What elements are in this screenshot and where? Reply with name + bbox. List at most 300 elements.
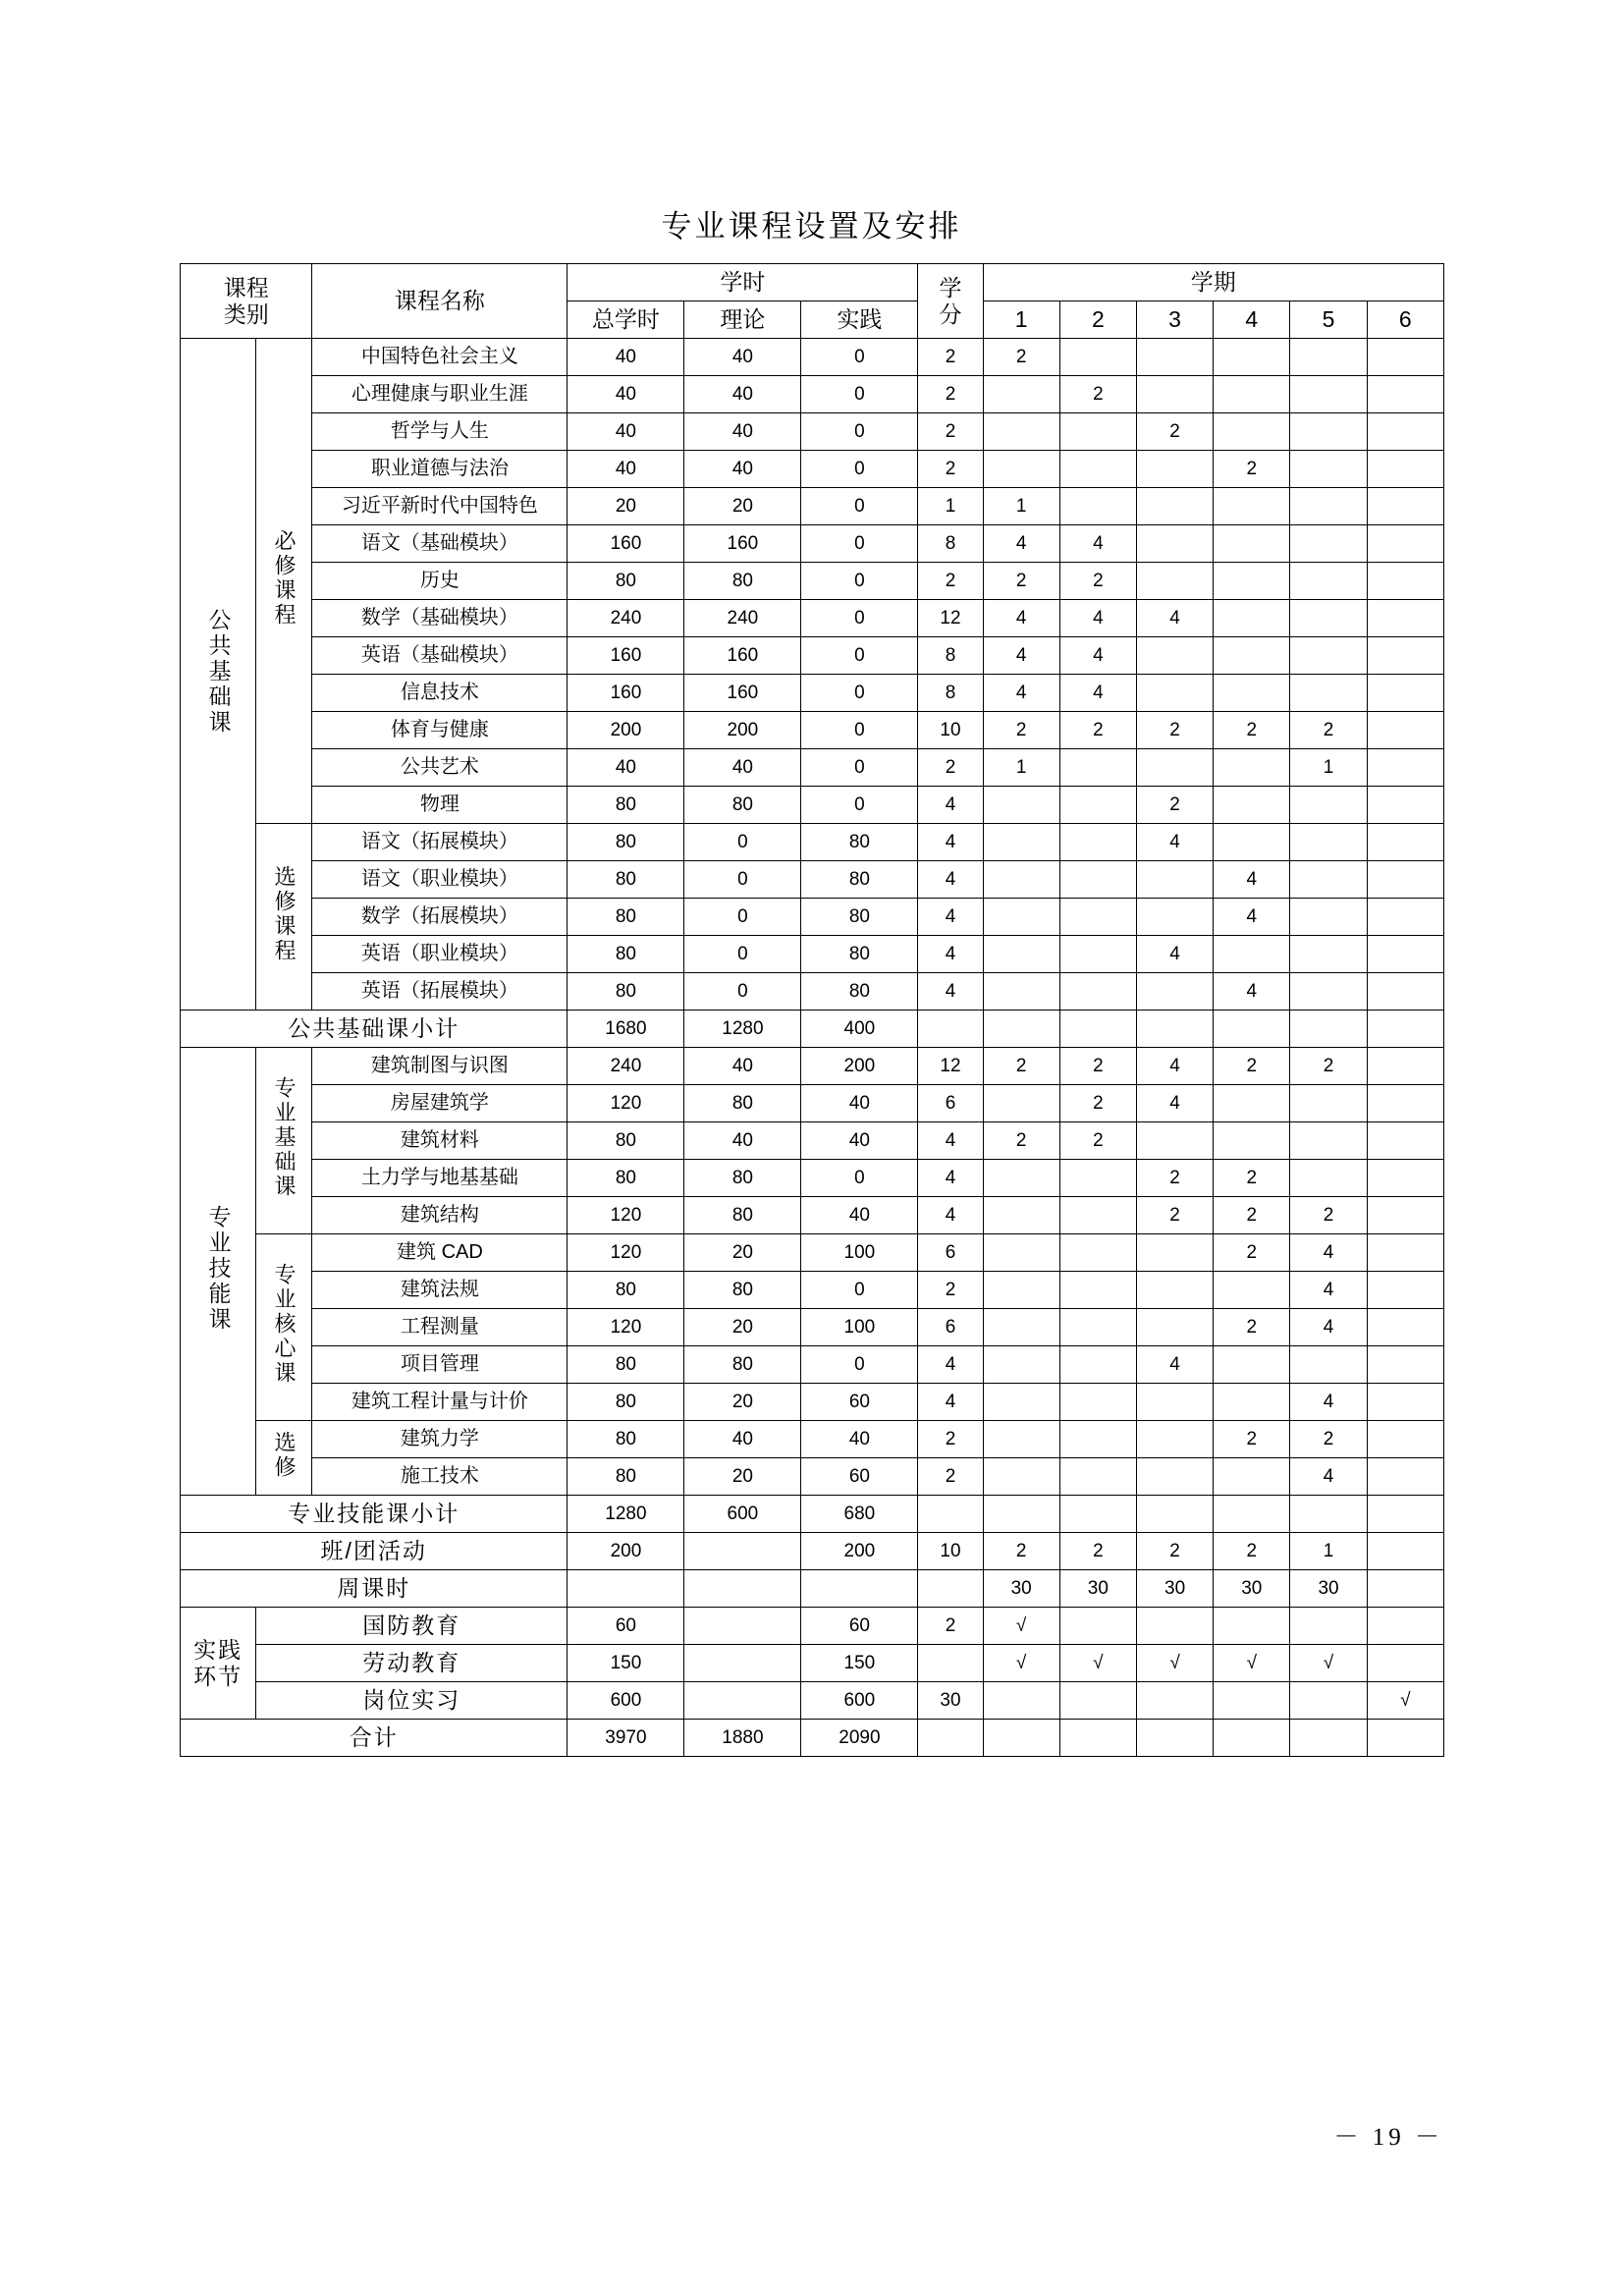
term-2-cell <box>1059 1421 1136 1458</box>
term-2-cell <box>1059 973 1136 1011</box>
term-5-cell <box>1290 861 1367 899</box>
term-3-cell <box>1136 1421 1213 1458</box>
term-3-cell: 30 <box>1136 1570 1213 1608</box>
term-2-cell: 2 <box>1059 1048 1136 1085</box>
table-row <box>181 861 1444 899</box>
course-name-cell: 项目管理 <box>312 1346 568 1384</box>
subtotal-term-2 <box>1059 1496 1136 1533</box>
term-2-cell <box>1059 861 1136 899</box>
header-credit-line2: 分 <box>939 301 962 327</box>
subgroup-cell <box>256 1234 312 1421</box>
grand-total-term-3 <box>1136 1720 1213 1757</box>
term-3-cell: 2 <box>1136 1197 1213 1234</box>
subgroup-cell <box>256 824 312 1011</box>
page-title: 专业课程设置及安排 <box>661 209 962 244</box>
term-1-cell: 30 <box>983 1570 1059 1608</box>
term-6-cell <box>1367 675 1443 712</box>
term-2-cell <box>1059 1272 1136 1309</box>
term-6-cell <box>1367 1608 1443 1645</box>
grand-total-credit <box>918 1720 983 1757</box>
term-6-cell <box>1367 488 1443 525</box>
subgroup-cell-label: 专业核心课 <box>272 1263 298 1387</box>
credit-cell: 10 <box>918 712 983 749</box>
hours-theory-cell: 20 <box>684 1234 801 1272</box>
subtotal-term-1 <box>983 1011 1059 1048</box>
term-6-cell <box>1367 787 1443 824</box>
term-2-cell: 2 <box>1059 1533 1136 1570</box>
term-2-cell <box>1059 787 1136 824</box>
term-2-cell: 2 <box>1059 712 1136 749</box>
grand-total-term-2 <box>1059 1720 1136 1757</box>
hours-total-cell: 80 <box>568 1384 684 1421</box>
term-3-cell <box>1136 637 1213 675</box>
term-3-cell <box>1136 1272 1213 1309</box>
credit-cell: 8 <box>918 637 983 675</box>
credit-cell: 8 <box>918 675 983 712</box>
term-2-cell: 2 <box>1059 1085 1136 1122</box>
term-4-cell <box>1214 1384 1290 1421</box>
table-body <box>181 339 1444 1757</box>
term-6-cell <box>1367 1309 1443 1346</box>
term-4-cell <box>1214 1682 1290 1720</box>
hours-theory-cell: 40 <box>684 451 801 488</box>
term-3-cell: 4 <box>1136 1048 1213 1085</box>
credit-cell: 1 <box>918 488 983 525</box>
credit-cell: 2 <box>918 339 983 376</box>
term-1-cell: √ <box>983 1645 1059 1682</box>
term-5-cell: 2 <box>1290 1421 1367 1458</box>
term-2-cell <box>1059 824 1136 861</box>
table-row <box>181 973 1444 1011</box>
term-4-cell: 2 <box>1214 1048 1290 1085</box>
term-1-cell <box>983 1458 1059 1496</box>
course-schedule-table <box>180 263 1444 1757</box>
term-2-cell: 4 <box>1059 600 1136 637</box>
term-4-cell <box>1214 1085 1290 1122</box>
hours-total-cell: 120 <box>568 1197 684 1234</box>
term-3-cell: 2 <box>1136 1533 1213 1570</box>
hours-theory-cell: 40 <box>684 749 801 787</box>
hours-practice-cell: 0 <box>801 525 918 563</box>
term-6-cell <box>1367 1421 1443 1458</box>
subgroup-cell <box>256 339 312 824</box>
credit-cell: 4 <box>918 861 983 899</box>
term-2-cell <box>1059 339 1136 376</box>
subtotal-credit <box>918 1496 983 1533</box>
hours-theory-cell: 80 <box>684 1346 801 1384</box>
hours-total-cell: 40 <box>568 376 684 413</box>
term-5-cell <box>1290 1682 1367 1720</box>
term-1-cell: 2 <box>983 563 1059 600</box>
credit-cell: 4 <box>918 899 983 936</box>
hours-practice-cell: 0 <box>801 339 918 376</box>
hours-theory-cell: 80 <box>684 1085 801 1122</box>
hours-practice-cell: 80 <box>801 861 918 899</box>
hours-total-cell: 40 <box>568 749 684 787</box>
credit-cell: 4 <box>918 1346 983 1384</box>
hours-theory-cell: 0 <box>684 899 801 936</box>
term-5-cell <box>1290 339 1367 376</box>
term-6-cell <box>1367 563 1443 600</box>
table-row <box>181 712 1444 749</box>
term-2-cell <box>1059 451 1136 488</box>
table-row <box>181 563 1444 600</box>
hours-theory-cell: 40 <box>684 376 801 413</box>
practice-course-name: 岗位实习 <box>256 1682 568 1720</box>
term-1-cell: 4 <box>983 600 1059 637</box>
table-row <box>181 1085 1444 1122</box>
hours-theory-cell: 200 <box>684 712 801 749</box>
term-6-cell <box>1367 1458 1443 1496</box>
subgroup-cell-label: 选修课程 <box>272 864 298 963</box>
term-5-cell <box>1290 1160 1367 1197</box>
term-5-cell <box>1290 899 1367 936</box>
credit-cell: 12 <box>918 600 983 637</box>
grand-total-practice: 2090 <box>801 1720 918 1757</box>
hours-theory-cell: 160 <box>684 525 801 563</box>
hours-practice-cell: 0 <box>801 712 918 749</box>
hours-theory-cell: 20 <box>684 1458 801 1496</box>
hours-practice-cell: 0 <box>801 600 918 637</box>
hours-practice-cell: 80 <box>801 973 918 1011</box>
term-2-cell: 4 <box>1059 675 1136 712</box>
credit-cell: 30 <box>918 1682 983 1720</box>
term-3-cell <box>1136 1234 1213 1272</box>
term-1-cell <box>983 1234 1059 1272</box>
term-3-cell: 2 <box>1136 413 1213 451</box>
term-5-cell: 4 <box>1290 1458 1367 1496</box>
term-3-cell <box>1136 899 1213 936</box>
term-6-cell <box>1367 973 1443 1011</box>
hours-theory-cell: 80 <box>684 1197 801 1234</box>
term-2-cell <box>1059 1197 1136 1234</box>
term-3-cell <box>1136 1122 1213 1160</box>
term-3-cell <box>1136 675 1213 712</box>
hours-theory-cell <box>684 1570 801 1608</box>
hours-total-cell: 40 <box>568 451 684 488</box>
term-3-cell: 2 <box>1136 712 1213 749</box>
term-6-cell <box>1367 1048 1443 1085</box>
hours-total-cell: 80 <box>568 787 684 824</box>
term-4-cell: 2 <box>1214 1309 1290 1346</box>
term-5-cell <box>1290 1608 1367 1645</box>
credit-cell: 2 <box>918 1421 983 1458</box>
table-row <box>181 451 1444 488</box>
hours-total-cell: 600 <box>568 1682 684 1720</box>
term-6-cell <box>1367 1384 1443 1421</box>
term-4-cell <box>1214 563 1290 600</box>
hours-theory-cell <box>684 1682 801 1720</box>
subtotal-label: 专业技能课小计 <box>181 1496 568 1533</box>
table-row <box>181 899 1444 936</box>
course-name-cell: 体育与健康 <box>312 712 568 749</box>
subgroup-cell-label: 必修课程 <box>272 528 298 628</box>
header-term-4: 4 <box>1214 301 1290 339</box>
hours-theory-cell: 0 <box>684 861 801 899</box>
term-1-cell: 2 <box>983 339 1059 376</box>
header-category-line2: 类别 <box>223 301 269 327</box>
subtotal-term-3 <box>1136 1011 1213 1048</box>
term-6-cell <box>1367 600 1443 637</box>
course-name-cell: 公共艺术 <box>312 749 568 787</box>
term-4-cell: 4 <box>1214 861 1290 899</box>
term-1-cell <box>983 861 1059 899</box>
term-2-cell <box>1059 1160 1136 1197</box>
term-3-cell: 4 <box>1136 1085 1213 1122</box>
hours-practice-cell <box>801 1570 918 1608</box>
credit-cell: 4 <box>918 973 983 1011</box>
hours-practice-cell: 80 <box>801 824 918 861</box>
hours-theory-cell: 20 <box>684 488 801 525</box>
term-5-cell <box>1290 637 1367 675</box>
term-1-cell: 4 <box>983 675 1059 712</box>
term-5-cell: 4 <box>1290 1384 1367 1421</box>
credit-cell: 4 <box>918 1160 983 1197</box>
grand-total-term-1 <box>983 1720 1059 1757</box>
grand-total-row <box>181 1720 1444 1757</box>
subtotal-term-1 <box>983 1496 1059 1533</box>
term-6-cell <box>1367 1122 1443 1160</box>
hours-practice-cell: 60 <box>801 1384 918 1421</box>
term-6-cell <box>1367 1346 1443 1384</box>
credit-cell: 2 <box>918 1608 983 1645</box>
term-2-cell: √ <box>1059 1645 1136 1682</box>
term-2-cell: 2 <box>1059 376 1136 413</box>
term-6-cell <box>1367 1085 1443 1122</box>
subtotal-practice: 400 <box>801 1011 918 1048</box>
credit-cell: 4 <box>918 1384 983 1421</box>
hours-total-cell: 80 <box>568 1272 684 1309</box>
term-4-cell <box>1214 749 1290 787</box>
term-2-cell: 4 <box>1059 525 1136 563</box>
term-3-cell <box>1136 749 1213 787</box>
term-3-cell: 4 <box>1136 936 1213 973</box>
term-4-cell: 4 <box>1214 899 1290 936</box>
term-4-cell: √ <box>1214 1645 1290 1682</box>
table-row <box>181 1197 1444 1234</box>
term-6-cell <box>1367 936 1443 973</box>
hours-total-cell: 80 <box>568 1160 684 1197</box>
term-6-cell <box>1367 413 1443 451</box>
header-credit <box>918 264 983 339</box>
hours-theory-cell: 40 <box>684 1122 801 1160</box>
course-name-cell: 心理健康与职业生涯 <box>312 376 568 413</box>
course-name-cell: 数学（拓展模块） <box>312 899 568 936</box>
credit-cell: 2 <box>918 563 983 600</box>
hours-practice-cell: 60 <box>801 1458 918 1496</box>
term-1-cell: 1 <box>983 749 1059 787</box>
practice-course-name: 劳动教育 <box>256 1645 568 1682</box>
course-name-cell: 土力学与地基基础 <box>312 1160 568 1197</box>
hours-theory-cell: 80 <box>684 1272 801 1309</box>
credit-cell: 4 <box>918 936 983 973</box>
hours-theory-cell: 160 <box>684 675 801 712</box>
category-cell-label: 专业技能课 <box>205 1204 232 1333</box>
table-row <box>181 1122 1444 1160</box>
table-row <box>181 824 1444 861</box>
header-hours-practice: 实践 <box>801 301 918 339</box>
term-4-cell <box>1214 339 1290 376</box>
practice-category-line2: 环节 <box>193 1663 243 1689</box>
course-name-cell: 建筑法规 <box>312 1272 568 1309</box>
course-name-cell: 语文（拓展模块） <box>312 824 568 861</box>
hours-total-cell: 40 <box>568 339 684 376</box>
grand-total-term-6 <box>1367 1720 1443 1757</box>
table-row <box>181 1309 1444 1346</box>
term-5-cell <box>1290 675 1367 712</box>
hours-theory-cell: 40 <box>684 1048 801 1085</box>
header-term-group: 学期 <box>983 264 1443 301</box>
table-row <box>181 1048 1444 1085</box>
hours-total-cell <box>568 1570 684 1608</box>
hours-practice-cell: 0 <box>801 1160 918 1197</box>
course-name-cell: 物理 <box>312 787 568 824</box>
term-2-cell: 4 <box>1059 637 1136 675</box>
hours-practice-cell: 200 <box>801 1048 918 1085</box>
term-3-cell <box>1136 1458 1213 1496</box>
hours-total-cell: 150 <box>568 1645 684 1682</box>
hours-total-cell: 80 <box>568 899 684 936</box>
term-3-cell: √ <box>1136 1645 1213 1682</box>
term-4-cell <box>1214 1608 1290 1645</box>
practice-category-line1: 实践 <box>193 1637 243 1664</box>
table-row <box>181 488 1444 525</box>
table-row <box>181 1160 1444 1197</box>
subtotal-theory: 600 <box>684 1496 801 1533</box>
term-1-cell: 2 <box>983 1048 1059 1085</box>
term-1-cell <box>983 1160 1059 1197</box>
credit-cell: 4 <box>918 1197 983 1234</box>
term-2-cell <box>1059 749 1136 787</box>
term-3-cell <box>1136 1608 1213 1645</box>
hours-theory-cell: 40 <box>684 413 801 451</box>
practice-category-cell <box>181 1608 256 1720</box>
table-row <box>181 1533 1444 1570</box>
term-6-cell <box>1367 1533 1443 1570</box>
table-row <box>181 1384 1444 1421</box>
term-2-cell <box>1059 488 1136 525</box>
credit-cell: 2 <box>918 376 983 413</box>
term-3-cell <box>1136 339 1213 376</box>
term-4-cell <box>1214 600 1290 637</box>
term-2-cell <box>1059 1384 1136 1421</box>
term-6-cell <box>1367 712 1443 749</box>
term-6-cell <box>1367 1197 1443 1234</box>
hours-practice-cell: 40 <box>801 1085 918 1122</box>
course-name-cell: 建筑结构 <box>312 1197 568 1234</box>
term-5-cell <box>1290 451 1367 488</box>
term-1-cell <box>983 1384 1059 1421</box>
hours-practice-cell: 40 <box>801 1421 918 1458</box>
hours-total-cell: 240 <box>568 1048 684 1085</box>
subtotal-practice: 680 <box>801 1496 918 1533</box>
hours-practice-cell: 0 <box>801 675 918 712</box>
term-5-cell: 2 <box>1290 712 1367 749</box>
course-name-cell: 习近平新时代中国特色 <box>312 488 568 525</box>
credit-cell: 4 <box>918 787 983 824</box>
hours-practice-cell: 0 <box>801 488 918 525</box>
hours-theory-cell: 20 <box>684 1309 801 1346</box>
table-row <box>181 936 1444 973</box>
course-name-cell: 英语（职业模块） <box>312 936 568 973</box>
header-credit-line1: 学 <box>939 275 962 301</box>
credit-cell: 12 <box>918 1048 983 1085</box>
hours-theory-cell: 240 <box>684 600 801 637</box>
grand-total-theory: 1880 <box>684 1720 801 1757</box>
hours-practice-cell: 0 <box>801 413 918 451</box>
term-5-cell: 4 <box>1290 1234 1367 1272</box>
term-5-cell: √ <box>1290 1645 1367 1682</box>
term-1-cell <box>983 1085 1059 1122</box>
credit-cell: 4 <box>918 824 983 861</box>
term-5-cell <box>1290 1085 1367 1122</box>
term-2-cell <box>1059 1234 1136 1272</box>
term-5-cell: 1 <box>1290 749 1367 787</box>
table-header <box>181 264 1444 339</box>
subtotal-label: 公共基础课小计 <box>181 1011 568 1048</box>
hours-total-cell: 80 <box>568 824 684 861</box>
hours-practice-cell: 60 <box>801 1608 918 1645</box>
term-6-cell <box>1367 1570 1443 1608</box>
term-4-cell: 2 <box>1214 451 1290 488</box>
term-5-cell <box>1290 563 1367 600</box>
term-3-cell: 2 <box>1136 787 1213 824</box>
course-name-cell: 哲学与人生 <box>312 413 568 451</box>
term-5-cell <box>1290 600 1367 637</box>
table-row <box>181 376 1444 413</box>
course-name-cell: 历史 <box>312 563 568 600</box>
hours-practice-cell: 40 <box>801 1122 918 1160</box>
category-cell <box>181 1048 256 1496</box>
term-3-cell: 2 <box>1136 1160 1213 1197</box>
hours-practice-cell: 0 <box>801 749 918 787</box>
hours-total-cell: 200 <box>568 712 684 749</box>
hours-total-cell: 80 <box>568 861 684 899</box>
course-name-cell: 建筑 CAD <box>312 1234 568 1272</box>
credit-cell: 10 <box>918 1533 983 1570</box>
table-row <box>181 339 1444 376</box>
header-term-5: 5 <box>1290 301 1367 339</box>
hours-total-cell: 80 <box>568 563 684 600</box>
term-4-cell <box>1214 824 1290 861</box>
term-3-cell <box>1136 1384 1213 1421</box>
table-row <box>181 413 1444 451</box>
term-2-cell: 2 <box>1059 1122 1136 1160</box>
hours-practice-cell: 80 <box>801 936 918 973</box>
course-name-cell: 数学（基础模块） <box>312 600 568 637</box>
term-4-cell <box>1214 936 1290 973</box>
subtotal-total: 1280 <box>568 1496 684 1533</box>
hours-theory-cell <box>684 1608 801 1645</box>
term-6-cell <box>1367 1234 1443 1272</box>
subtotal-term-6 <box>1367 1496 1443 1533</box>
term-1-cell <box>983 1197 1059 1234</box>
term-4-cell <box>1214 525 1290 563</box>
grand-total-term-4 <box>1214 1720 1290 1757</box>
term-1-cell <box>983 413 1059 451</box>
header-hours-total: 总学时 <box>568 301 684 339</box>
term-6-cell <box>1367 637 1443 675</box>
hours-practice-cell: 0 <box>801 563 918 600</box>
term-3-cell <box>1136 525 1213 563</box>
term-5-cell: 2 <box>1290 1197 1367 1234</box>
course-name-cell: 职业道德与法治 <box>312 451 568 488</box>
table-row <box>181 1682 1444 1720</box>
term-2-cell <box>1059 899 1136 936</box>
term-4-cell <box>1214 1272 1290 1309</box>
category-cell-label: 公共基础课 <box>205 607 232 736</box>
grand-total-label: 合计 <box>181 1720 568 1757</box>
